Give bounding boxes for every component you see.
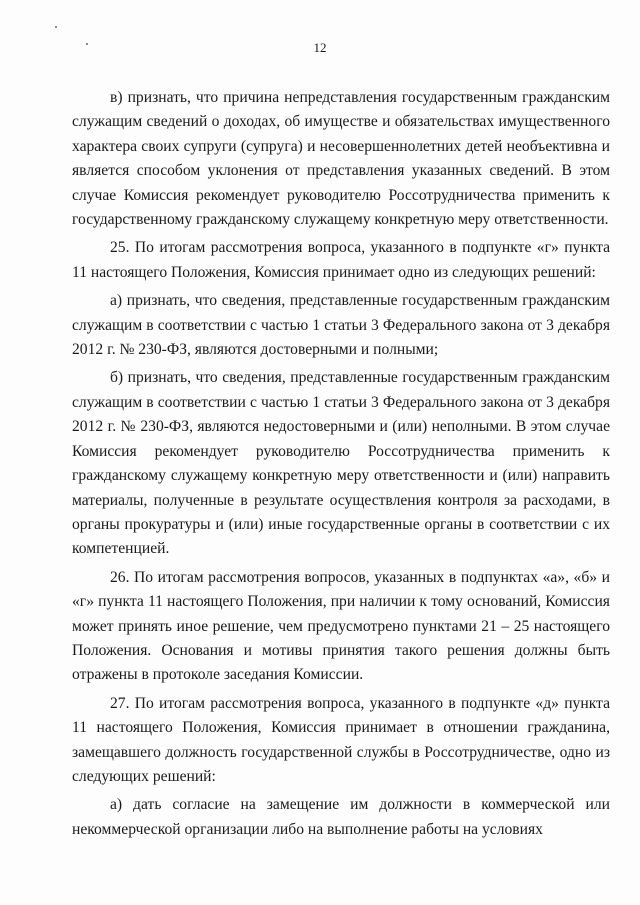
- paragraph-24-v: в) признать, что причина непредставления государственным гражданским служащим сведений о доходах, об имуществе и обязательствах имущественного характера своих супруги (супруга) и несовершеннолетних детей необъективна и является способом уклонения от представления указанных сведений. В этом случае Комиссия рекомендует руководителю Россотрудничества применить к государственному гражданскому служащему конкретную меру ответственности.: [72, 89, 610, 229]
- paragraph-25-b: б) признать, что сведения, представленные государственным гражданским служащим в соответствии с частью 1 статьи 3 Федерального закона от 3 декабря 2012 г. № 230-ФЗ, являются недостоверными и (или) неполными. В этом случае Комиссия рекомендует руководителю Россотрудничества применить к гражданскому служащему конкретную меру ответственности и (или) направить материалы, полученные в результате осуществления контроля за расходами, в органы прокуратуры и (или) иные государственные органы в соответствии с их компетенцией.: [72, 369, 610, 558]
- paragraph-25: 25. По итогам рассмотрения вопроса, указанного в подпункте «г» пункта 11 настоящего Положения, Комиссия принимает одно из следующих решений:: [72, 239, 610, 281]
- paragraph-27-a: а) дать согласие на замещение им должности в коммерческой или некоммерческой организации либо на выполнение работы на условиях: [72, 796, 610, 838]
- paragraph-27: 27. По итогам рассмотрения вопроса, указанного в подпункте «д» пункта 11 настоящего Положения, Комиссия принимает в отношении гражданина, замещавшего должность государственной службы в Россотрудничестве, одно из следующих решений:: [72, 694, 610, 785]
- document-body: [72, 86, 610, 842]
- page-number: 12: [313, 40, 327, 55]
- paragraph-26: 26. По итогам рассмотрения вопросов, указанных в подпунктах «а», «б» и «г» пункта 11 настоящего Положения, при наличии к тому оснований, Комиссия может принять иное решение, чем предусмотрено пунктами 21 – 25 настоящего Положения. Основания и мотивы принятия такого решения должны быть отражены в протоколе заседания Комиссии.: [72, 568, 610, 684]
- paragraph-25-a: а) признать, что сведения, представленные государственным гражданским служащим в соответствии с частью 1 статьи 3 Федерального закона от 3 декабря 2012 г. № 230-ФЗ, являются достоверными и полными;: [72, 292, 610, 359]
